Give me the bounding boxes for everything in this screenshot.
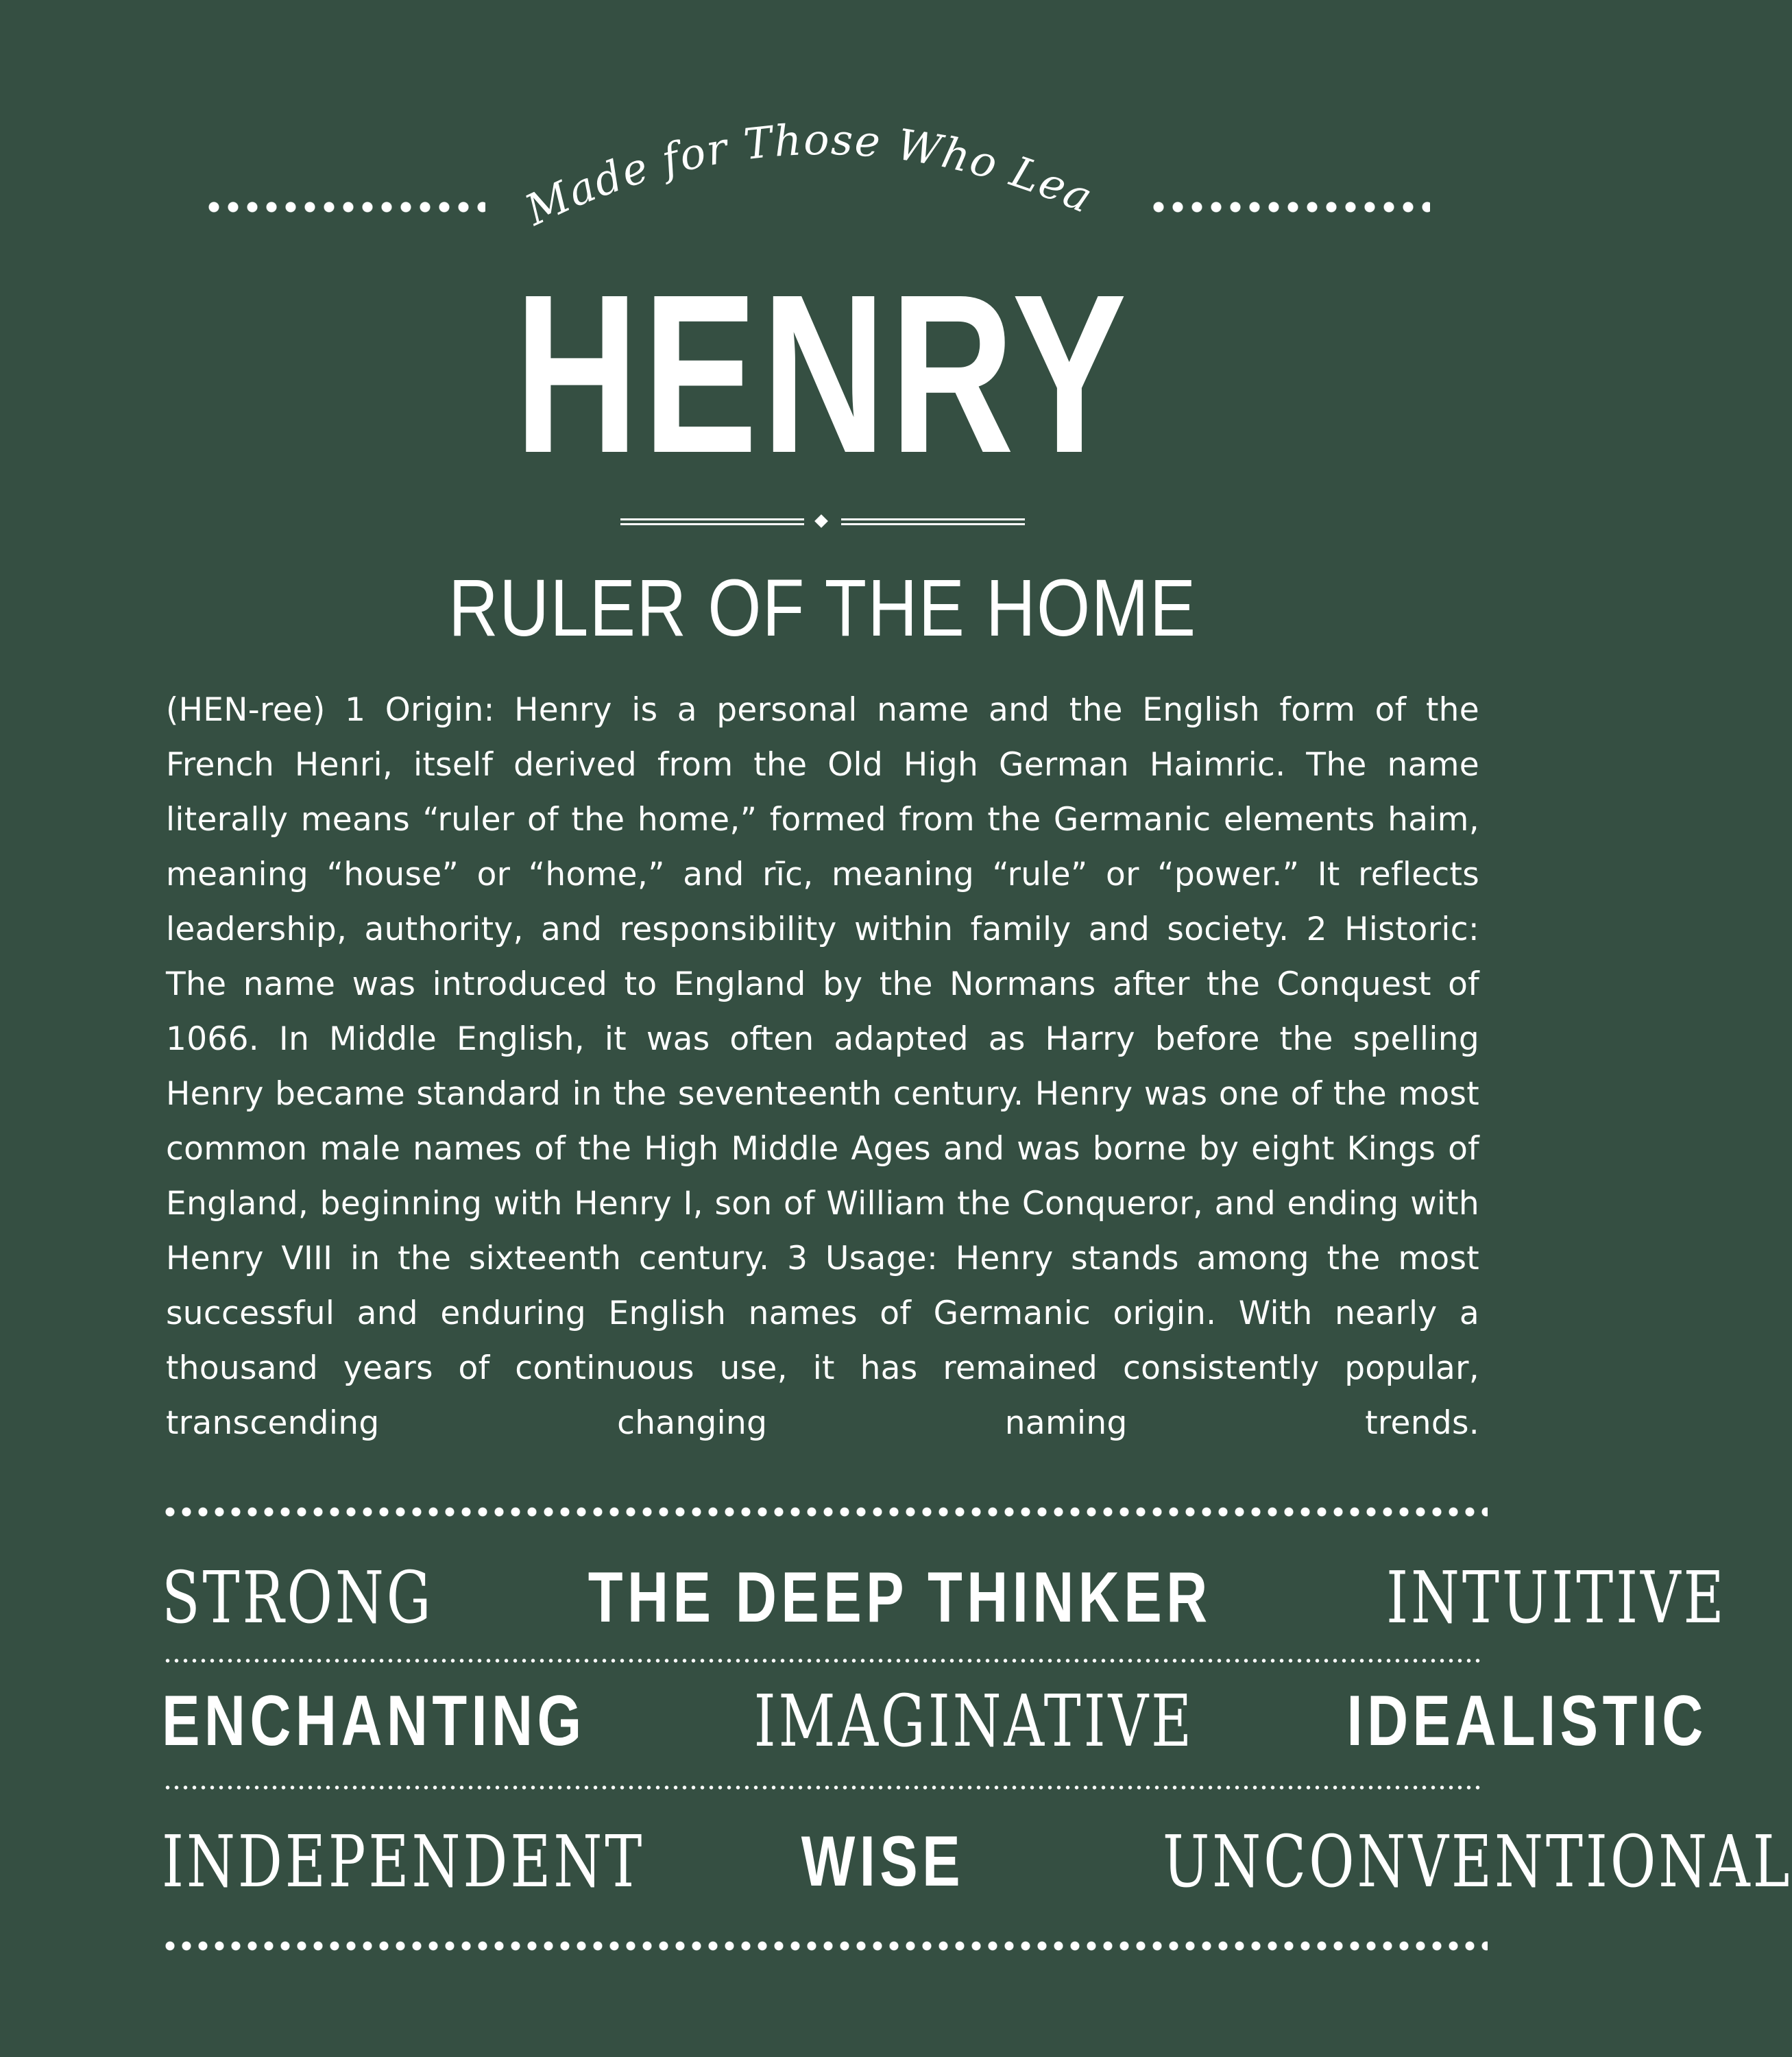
dot-divider-top [162, 1506, 1488, 1517]
trait-word: INTUITIVE [1385, 1556, 1727, 1639]
trait-word: WISE [801, 1822, 965, 1901]
dot-divider-right [1149, 201, 1430, 213]
trait-row-1 [162, 1556, 1727, 1639]
trait-word: INDEPENDENT [162, 1820, 645, 1903]
trait-word: THE DEEP THINKER [588, 1558, 1212, 1637]
name-meaning: RULER OF THE HOME [448, 563, 1197, 653]
trait-word: IMAGINATIVE [753, 1679, 1195, 1763]
trait-word: UNCONVENTIONAL [1162, 1820, 1792, 1903]
ornament-divider [620, 513, 1025, 533]
tagline-row [0, 77, 1645, 240]
trait-row-2 [162, 1679, 1708, 1763]
diamond-icon [814, 514, 828, 528]
dot-divider-thin [163, 1785, 1482, 1790]
dot-divider-thin [163, 1658, 1482, 1663]
name-title: HENRY [514, 247, 1131, 500]
dot-divider-bottom [162, 1940, 1488, 1951]
trait-word: ENCHANTING [162, 1681, 586, 1761]
trait-word: STRONG [162, 1556, 434, 1639]
trait-row-3 [162, 1820, 1792, 1903]
dot-divider-left [204, 201, 485, 213]
name-description: (HEN-ree) 1 Origin: Henry is a personal name and the English form of the French Henri, itself derived from the Old High German Haimric. The name literally means “ruler of the home,” formed from the Germanic elements haim, meaning “house” or “home,” and rīc, meaning “rule” or “power.” It reflects leadership, authority, and responsibility within family and society. 2 Historic: The name was introduced to England by the Normans after the Conquest of 1066. In Middle English, it was often adapted as Harry before the spelling Henry became standard in the seventeenth century. Henry was one of the most common male names of the High Middle Ages and was borne by eight Kings of England, beginning with Henry I, son of William the Conqueror, and ending with Henry VIII in the sixteenth century. 3 Usage: Henry stands among the most successful and enduring English names of Germanic origin. With nearly a thousand years of continuous use, it has remained consistently popular, transcending changing naming trends. [166, 691, 1479, 1442]
trait-word: IDEALISTIC [1346, 1681, 1708, 1761]
ornament-lines-left [620, 518, 804, 525]
tagline-text: Made for Those Who Lead [507, 77, 1101, 236]
ornament-lines-right [841, 518, 1025, 525]
tagline-arc [507, 77, 1124, 240]
